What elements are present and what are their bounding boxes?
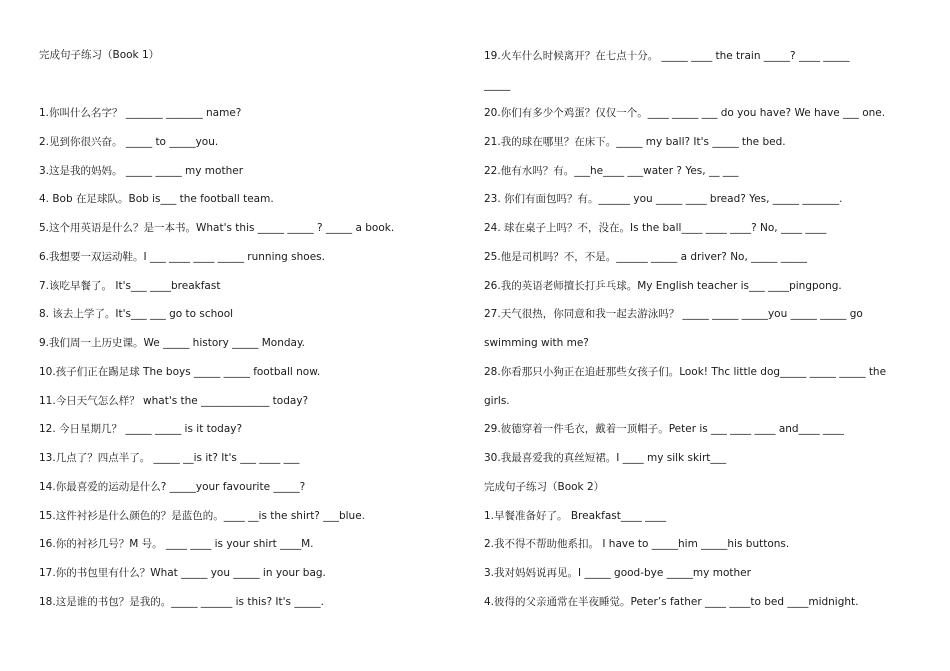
exercise-line: 25.他是司机吗？不，不是。______ _____ a driver? No, _____ _____	[484, 251, 807, 263]
exercise-line: 13.几点了？四点半了。 _____ __is it? It's ___ ____ ___	[39, 452, 300, 464]
section-title: 完成句子练习（Book 2）	[484, 481, 605, 493]
exercise-line: 11.今日天气怎么样？ what's the _____________ today?	[39, 395, 309, 407]
exercise-line: 5.这个用英语是什么？是一本书。What's this _____ _____ ? _____ a book.	[39, 222, 395, 234]
exercise-line: 6.我想要一双运动鞋。I ___ ____ ____ _____ running shoes.	[39, 251, 325, 263]
exercise-line: 3.我对妈妈说再见。I _____ good-bye _____my mother	[484, 567, 751, 579]
exercise-line: 4.彼得的父亲通常在半夜睡觉。Peter’s father ____ ____to bed ____midnight.	[484, 596, 859, 608]
exercise-line-continued: _____	[484, 79, 511, 91]
exercise-line: 16.你的衬衫几号？M 号。 ____ ____ is your shirt ____M.	[39, 538, 314, 550]
exercise-line: 19.火车什么时候离开？在七点十分。 _____ ____ the train _____? ____ _____	[484, 50, 850, 62]
exercise-line: 12. 今日星期几？ _____ _____ is it today?	[39, 423, 243, 435]
exercise-line: 26.我的英语老师擅长打乒乓球。My English teacher is___ ____pingpong.	[484, 280, 842, 292]
exercise-line-continued: swimming with me?	[484, 337, 589, 349]
exercise-line: 29.彼德穿着一件毛衣，戴着一顶帽子。Peter is ___ ____ ____ and____ ____	[484, 423, 844, 435]
exercise-line: 28.你看那只小狗正在追赶那些女孩子们。Look! Thc little dog_____ _____ _____ the	[484, 366, 887, 378]
exercise-line: 3.这是我的妈妈。 _____ _____ my mother	[39, 165, 244, 177]
exercise-line: 1.你叫什么名字？ _______ _______ name?	[39, 107, 242, 119]
exercise-line: 2.见到你很兴奋。 _____ to _____you.	[39, 136, 219, 148]
exercise-line: 9.我们周一上历史课。We _____ history _____ Monday.	[39, 337, 306, 349]
exercise-line: 27.天气很热，你同意和我一起去游泳吗？ _____ _____ _____you _____ _____ go	[484, 308, 863, 320]
exercise-line: 20.你们有多少个鸡蛋？仅仅一个。____ _____ ___ do you have? We have ___ one.	[484, 107, 886, 119]
section-title: 完成句子练习（Book 1）	[39, 49, 160, 61]
exercise-line: 23. 你们有面包吗？有。______ you _____ ____ bread? Yes, _____ _______.	[484, 193, 843, 205]
exercise-line-continued: girls.	[484, 395, 510, 407]
exercise-line: 21.我的球在哪里？在床下。_____ my ball? It's _____ the bed.	[484, 136, 786, 148]
exercise-line: 15.这件衬衫是什么颜色的？是蓝色的。____ __is the shirt? ___blue.	[39, 510, 366, 522]
exercise-line: 22.他有水吗？有。___he____ ___water ? Yes, __ ___	[484, 165, 739, 177]
exercise-line: 17.你的书包里有什么？What _____ you _____ in your bag.	[39, 567, 326, 579]
exercise-line: 7.该吃早餐了。 It's___ ____breakfast	[39, 280, 221, 292]
exercise-line: 30.我最喜爱我的真丝短裙。I ____ my silk skirt___	[484, 452, 727, 464]
exercise-line: 24. 球在桌子上吗？不，没在。Is the ball____ ____ ____? No, ____ ____	[484, 222, 827, 234]
exercise-line: 14.你最喜爱的运动是什么? _____your favourite _____?	[39, 481, 306, 493]
exercise-line: 18.这是谁的书包？是我的。_____ ______ is this? It's _____.	[39, 596, 324, 608]
exercise-line: 1.早餐准备好了。 Breakfast____ ____	[484, 510, 667, 522]
exercise-line: 10.孩子们正在踢足球 The boys _____ _____ football now.	[39, 366, 321, 378]
exercise-line: 2.我不得不帮助他系扣。 I have to _____him _____his buttons.	[484, 538, 790, 550]
exercise-line: 8. 该去上学了。It's___ ___ go to school	[39, 308, 234, 320]
exercise-line: 4. Bob 在足球队。Bob is___ the football team.	[39, 193, 274, 205]
